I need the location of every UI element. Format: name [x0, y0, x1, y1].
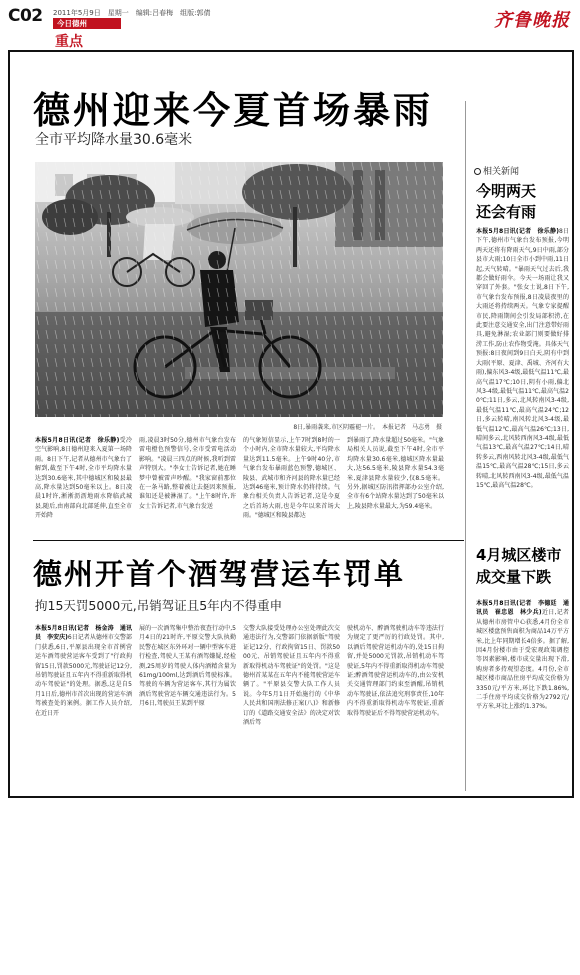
- related-news-text: 相关新闻: [483, 167, 520, 177]
- story2-byline: 本报5月8日讯(记者 杨金涛 通讯员 李安庆): [35, 625, 132, 642]
- story2-column-3: [243, 624, 340, 790]
- sidebar-story2-body: [476, 599, 569, 791]
- issue-date-line: 2011年5月9日 星期一 编辑:吕春梅 组版:郭倩: [53, 9, 211, 17]
- story1-subhead: 全市平均降水量30.6毫米: [35, 132, 193, 148]
- story2-column-2-text: 展的一次酒驾集中整治夜查行动中,5月4日的21时许,平原交警大队执勤民警在城区东外环对一辆中型客车进行检查,驾驶人王某有酒驾嫌疑,经检测,25周岁的驾驶人体内酒精含量为61mg/100ml,达到酒后驾驶标准。驾驶的车辆为营运客车,其行为属饮酒后驾驶营运车辆交通违法行为。5月6日,驾驶员王某到平原: [139, 625, 236, 708]
- story2-column-1-text: 6日记者从德州市交警部门获悉,6日,平原县出现全市首例营运车酒驾驶营运客车受到了"行政拘留15日,罚款5000元,驾驶证记12分,吊销驾驶证且五年内不得重新取得机动车驾驶证"的处理。据悉,这是自5月1日后,德州市首次出现的营运车酒驾被查处的案例。据工作人员介绍,在近日开: [35, 634, 132, 717]
- story1-byline: 本报5月8日讯(记者 徐乐静): [35, 437, 120, 444]
- story1-column-4-text: 到暴雨了,降水量超过50毫米。"气象局相关人员说,截至下午4时,全市平均降水量30.6毫米,德城区降水量最大,达56.5毫米,陵县降水量54.3毫米,夏津县降水量较少,仅8.5毫米。另外,据城区防汛指挥部办公室介绍,全市有6个站降水量达到了50毫米以上,陵县降水量最大,为59.4毫米。: [347, 437, 444, 510]
- sidebar-story1-body: [476, 227, 569, 527]
- story1-column-1-text: 受冷空气影响,8日德州迎来入夏第一场降雨。8日下午,记者从德州市气象台了解到,截至下午4时,全市平均降水量达到30.6毫米,其中德城区和陵县最高,降水量达到50毫米以上。8日凌晨1时许,淅淅沥沥地雨水降临武城县,随后,由南部向北部延伸,直至全市开始降: [35, 437, 132, 520]
- bullet-icon: [474, 168, 481, 175]
- story2-column-3-text: 交警大队接受处理办公室处理此次交通违法行为,交警部门依据新版"驾驶证记12分、行政拘留15日、罚款5000元、吊销驾驶证且五年内不得重新取得机动车驾驶证"的处罚。"这是德州首某某在五年内不能驾驶营运车辆了。"平原县交警大队工作人员说。今年5月1日开始施行的《中华人民共和国刑法修正案(八)》和新修订的《道路交通安全法》的决定对饮酒后驾: [243, 625, 340, 727]
- story1-column-3-text: 的气象短信显示,上午7时到8时的一个小时内,全市降水量较大,平均降水量达到11.5毫米。上午9时40分,市气象台发布暴雨蓝色预警,德城区、陵县、武城市和齐河县的降水量已经达到46毫米,预计降水仍将持续。气象台相关负责人告诉记者,这是今夏之后首场大雨,也是今年以来首场大雨。"德城区和陵县都达: [243, 437, 340, 520]
- story1-column-4: [347, 436, 444, 536]
- story2-headline[interactable]: 德州开首个酒驾营运车罚单: [33, 557, 406, 591]
- story-divider: [33, 540, 464, 541]
- news-photo[interactable]: [35, 162, 443, 417]
- sidebar-story2-text: 近日,记者从德州市房管中心获悉,4月份全市城区楼盘预售面积为商品14万平方米,比上年同期增长4倍多。据了解,因4月份楼市由于受宏观政策调控等因素影响,楼市成交量出现下滑,购房者多持观望态度。4月份,全市城区楼市商品住房平均成交价格为3350元/平方米,环比下跌1.86%,二手住房平均成交价格为2792元/平方米,环比上涨约1.37%。: [476, 609, 569, 711]
- sidebar-story2-headline[interactable]: [476, 544, 568, 588]
- story1-column-2-text: 雨,凌晨3时50分,德州市气象台发布雷电橙色预警信号,全市受雷电活动影响。"凌晨三四点的时候,我听到雷声特别大。"李女士告诉记者,她在睡梦中曾被雷声吵醒。"我家窗前那位在一条马路,整着被让去挺因来预报,谁知还是被淋湿了。"上午8时许,许女士告诉记者,市气象台发送: [139, 437, 236, 510]
- section-title: 重点: [55, 34, 83, 50]
- sidebar-story2-byline: 本报5月8日讯(记者 李德廷 通讯员 崔忠恩 林少兵): [476, 600, 569, 617]
- story2-column-4: [347, 624, 444, 790]
- photo-caption: 8日,暴雨袭来,市区阴霾褪一片。 本报记者 马志勇 摄: [293, 424, 442, 431]
- sidebar-story1-text: 8日下午,德州市气象台发布预报,今明两天还将有降雨天气,9日中雨,部分县市大雨;10日全市小到中雨,11日起,天气转晴。"暴雨天气过去后,我都会做好雨伞。今天一场雨让我又穿回了外套。"张女士说,8日下午,市气象台发布预报,8日凌晨夜里的大雨还将持续两天。气象专家提醒市民,降雨期间会引发局部积涝,在此要注意交通安全,出门注意带好雨具,避免淋湿;农业部门则要做好排涝工作,防止农作物受淹。具体天气预报:8日夜间到9日白天,阴有中到大雨(平原、夏津、禹城、齐河有大雨),偏东风3-4级,最低气温11℃,最高气温17℃;10日,阴有小雨,偏北风3-4级,最低气温11℃,最高气温20℃;11日,多云,北风转南风3-4级,最低气温11℃,最高气温24℃;12日,多云转晴,南风转北风3-4级,最低气温12℃,最高气温26℃;13日,晴间多云,北风转西南风3-4级,最低气温13℃,最高气温27℃;14日,晴转多云,西南风转北风3-4级,最低气温15℃,最高气温28℃;15日,多云转晴,北风转西南风3-4级,最低气温15℃,最高气温28℃。: [476, 228, 569, 489]
- story2-column-4-text: 驶机动车、醉酒驾驶机动车等违法行为规定了更严厉的行政处罚。其中,以酒后驾驶营运机动车的,处15日拘留,并处5000元罚款,吊销机动车驾驶证,5年内不得重新取得机动车驾驶证;醉酒驾驶营运机动车的,由公安机关交通管理部门约束至酒醒,吊销机动车驾驶证,依法追究刑事责任,10年内不得重新取得机动车驾驶证,重新取得驾驶证后不得驾驶营运机动车。: [347, 625, 444, 717]
- story2-column-1: [35, 624, 132, 790]
- sidebar-story1-headline-line2: 还会有雨: [476, 203, 537, 221]
- sidebar-story1-headline[interactable]: [476, 181, 568, 223]
- sidebar-story2-headline-line1: 4月城区楼市: [476, 546, 562, 564]
- section-tab[interactable]: 今日德州: [53, 18, 121, 29]
- story1-column-1: [35, 436, 132, 536]
- newspaper-logo: 齐鲁晚报: [494, 10, 570, 31]
- story2-column-2: [139, 624, 236, 790]
- story2-subhead: 拘15天罚5000元,吊销驾证且5年内不得重申: [35, 598, 283, 613]
- story1-column-2: [139, 436, 236, 536]
- story1-headline[interactable]: 德州迎来今夏首场暴雨: [33, 89, 433, 132]
- story1-column-3: [243, 436, 340, 536]
- related-news-label: [474, 164, 519, 177]
- sidebar-story1-byline: 本报5月8日讯(记者 徐乐静): [476, 228, 559, 235]
- rain-cyclist-photo: [35, 162, 443, 417]
- column-divider: [465, 101, 466, 791]
- sidebar-story1-headline-line1: 今明两天: [476, 182, 537, 200]
- page-number: C02: [8, 6, 43, 26]
- sidebar-story2-headline-line2: 成交量下跌: [476, 568, 552, 586]
